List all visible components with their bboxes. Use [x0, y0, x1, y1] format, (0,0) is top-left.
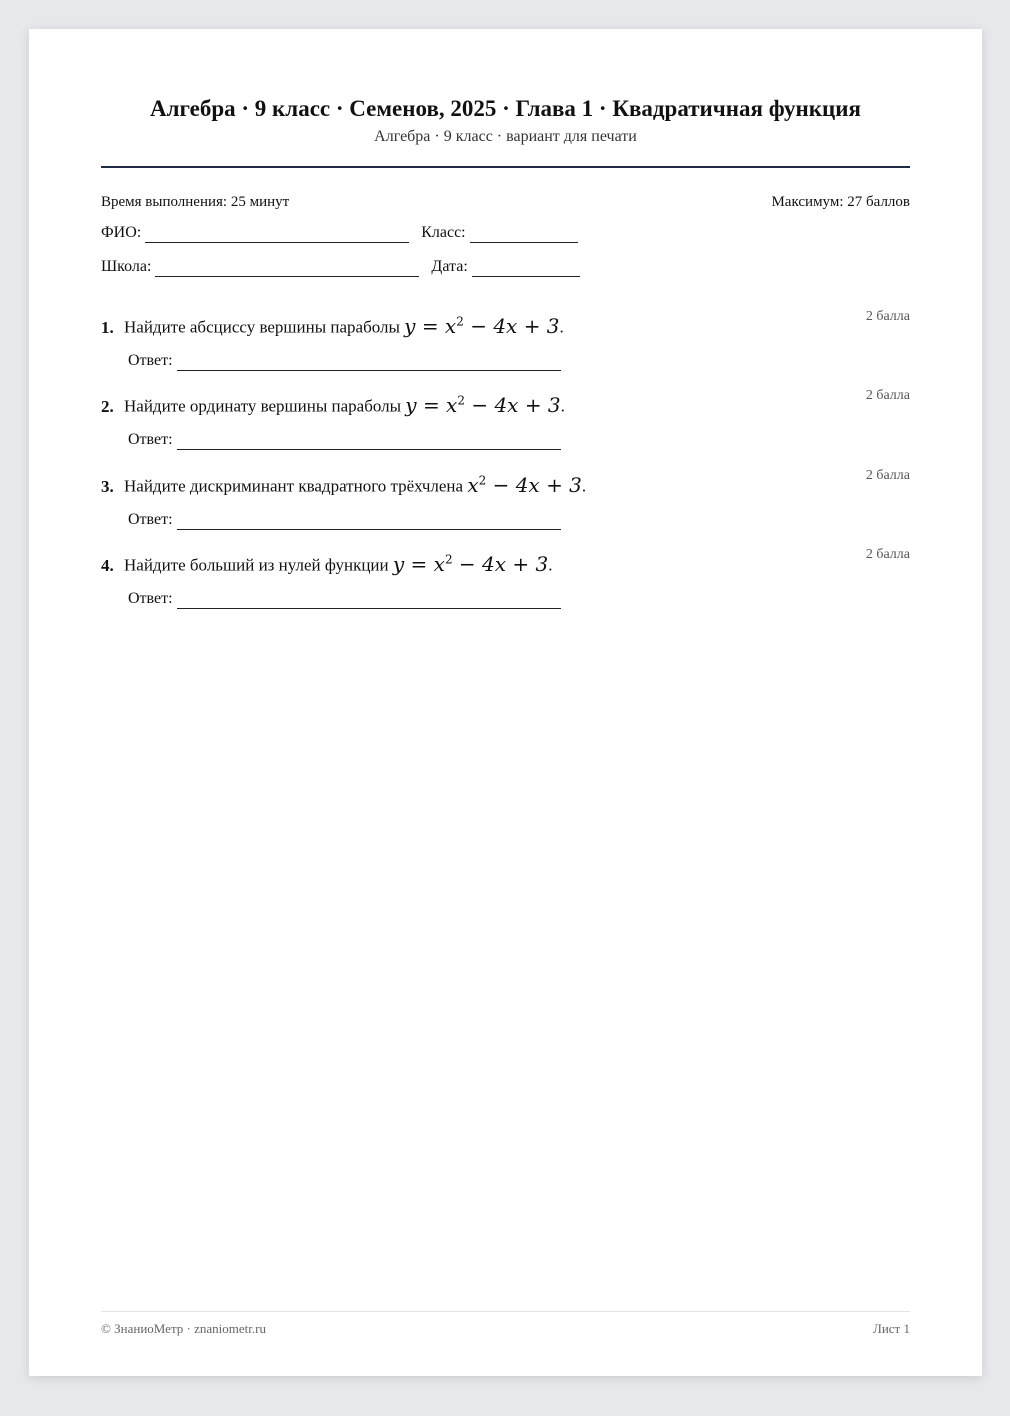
question-text: Найдите ординату вершины параболы $y = x^2 - 4x + 3$. — [124, 392, 565, 417]
header-divider — [101, 166, 910, 168]
date-field[interactable] — [472, 262, 580, 277]
footer-divider — [101, 1311, 910, 1312]
question-number: 1. — [101, 317, 114, 337]
question-text: Найдите больший из нулей функции $y = x^2 - 4x + 3$. — [124, 551, 553, 576]
answer-row — [128, 351, 910, 371]
question-item — [101, 547, 910, 609]
answer-label: Ответ: — [128, 510, 173, 528]
date-label: Дата: — [431, 258, 468, 275]
page-footer — [101, 1321, 910, 1337]
max-score: Максимум: 27 баллов — [771, 194, 910, 210]
answer-field[interactable] — [177, 515, 561, 530]
footer-copyright: © ЗнаниоМетр · znaniometr.ru — [101, 1321, 266, 1336]
question-points: 2 балла — [865, 547, 910, 562]
school-label: Школа: — [101, 258, 152, 275]
question-formula: $y = x^2 - 4x + 3$ — [404, 313, 560, 338]
school-field[interactable] — [155, 262, 419, 277]
fio-field[interactable] — [145, 228, 409, 243]
fio-label: ФИО: — [101, 224, 142, 241]
question-number: 3. — [101, 476, 114, 496]
question-formula: $y = x^2 - 4x + 3$ — [405, 392, 561, 417]
answer-field[interactable] — [177, 356, 561, 371]
page-number: Лист 1 — [873, 1321, 910, 1336]
question-item — [101, 468, 910, 530]
question-points: 2 балла — [865, 388, 910, 403]
answer-label: Ответ: — [128, 589, 173, 607]
page-title: Алгебра · 9 класс · Семенов, 2025 · Глава 1 · Квадратичная функция — [149, 96, 862, 121]
class-field[interactable] — [470, 228, 578, 243]
question-item — [101, 388, 910, 450]
question-formula: $x^2 - 4x + 3$ — [467, 472, 582, 497]
answer-field[interactable] — [177, 435, 561, 450]
student-fields-row-2 — [101, 257, 910, 277]
question-number: 2. — [101, 396, 114, 416]
student-fields-row-1 — [101, 223, 910, 243]
question-formula: $y = x^2 - 4x + 3$ — [392, 551, 549, 576]
answer-row — [128, 430, 910, 450]
time-limit: Время выполнения: 25 минут — [101, 194, 290, 210]
question-points: 2 балла — [865, 309, 910, 324]
worksheet-header — [101, 95, 910, 147]
answer-row — [128, 589, 910, 609]
answer-label: Ответ: — [128, 351, 173, 369]
answer-row — [128, 510, 910, 530]
answer-label: Ответ: — [128, 430, 173, 448]
question-points: 2 балла — [865, 468, 910, 483]
question-number: 4. — [101, 555, 114, 575]
worksheet-page — [29, 29, 982, 1376]
page-content — [101, 29, 910, 1376]
class-label: Класс: — [421, 224, 466, 241]
question-text: Найдите дискриминант квадратного трёхчлена $x^2 - 4x + 3$. — [124, 472, 587, 497]
question-item — [101, 309, 910, 371]
answer-field[interactable] — [177, 594, 561, 609]
worksheet-meta — [101, 192, 910, 212]
page-subtitle: Алгебра · 9 класс · вариант для печати — [374, 128, 637, 145]
question-text: Найдите абсциссу вершины параболы $y = x^2 - 4x + 3$. — [124, 313, 564, 338]
